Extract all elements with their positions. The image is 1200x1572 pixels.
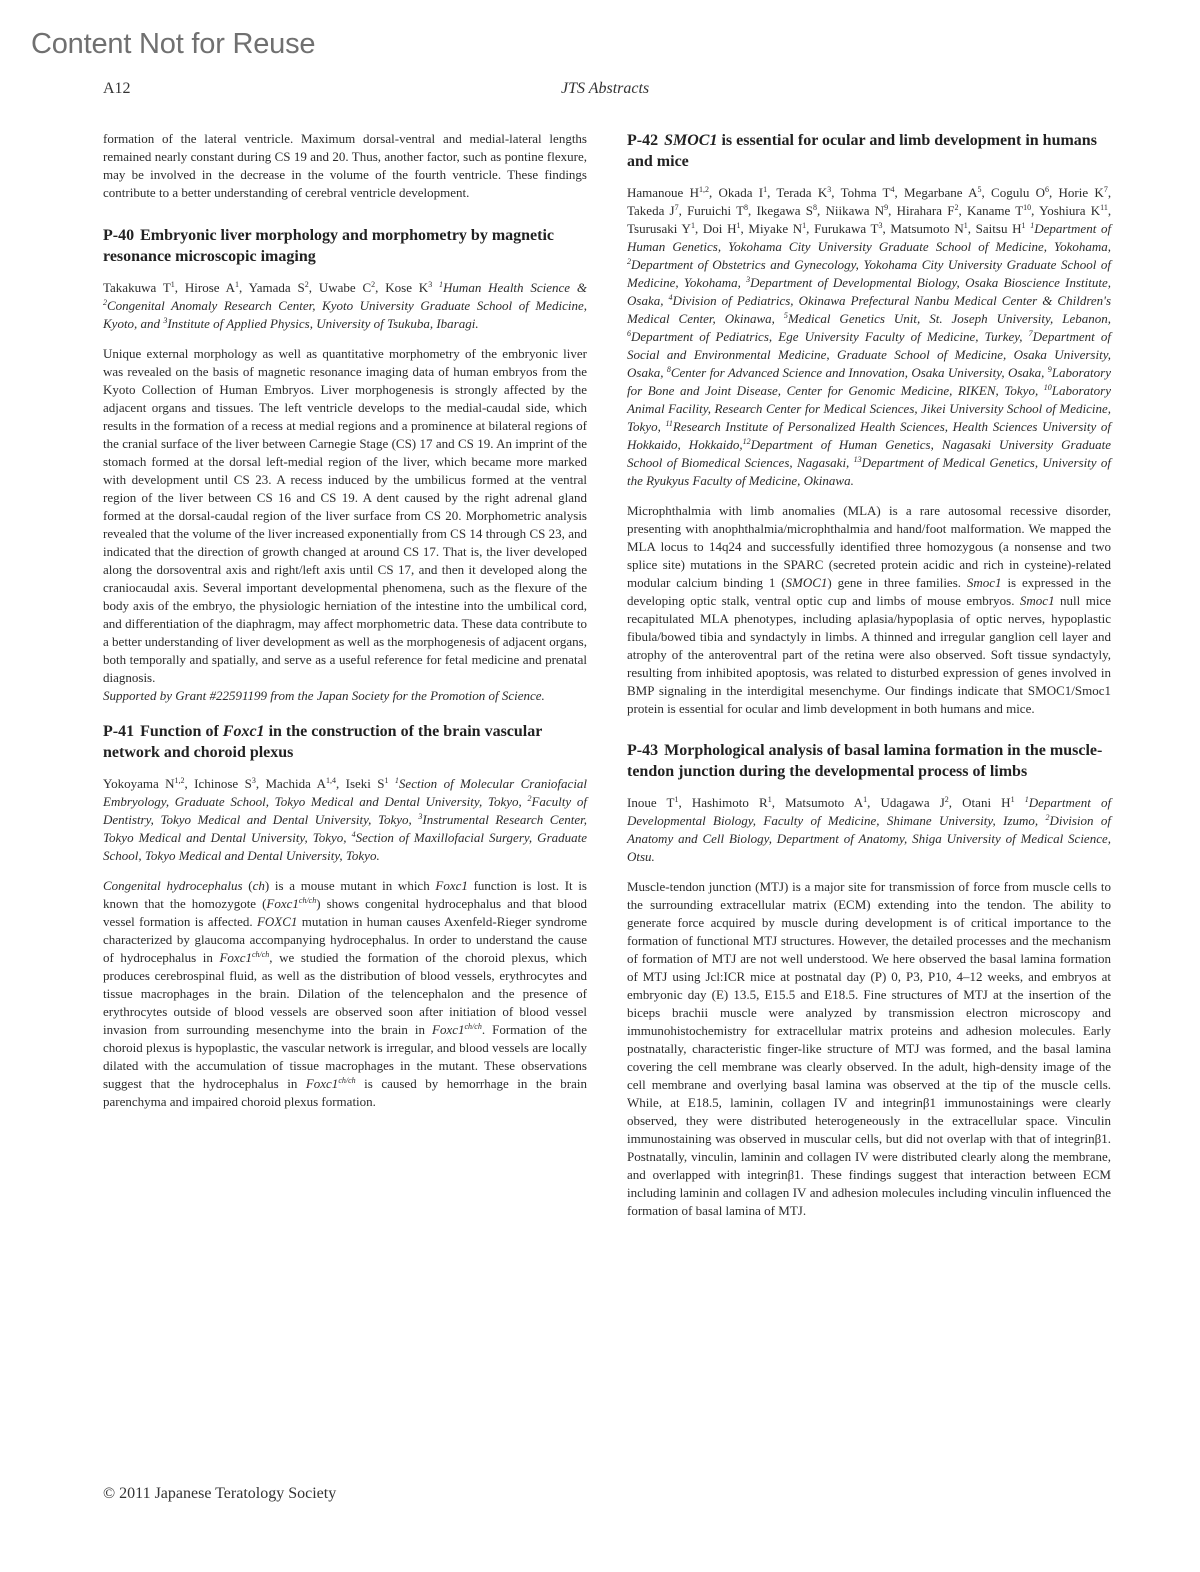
abstract-title: P-41 Function of Foxc1 in the construction of the brain vascular network and choroid plexus (103, 723, 543, 761)
running-head: JTS Abstracts (561, 80, 650, 97)
author-list: Yokoyama N$^{1,2}$, Ichinose $S^3$, Machida A$^{1,4}$, Iseki $S^1$ $^1$Section of Molecular Craniofacial Embryology, Graduate School, Tokyo Medical and Dental University, Tokyo, $^2$Faculty of Dentistry, Tokyo Medical and Dental University, Tokyo, $^3$Instrumental Research Center, Tokyo Medical and Dental University, Tokyo, $^4$Section of Maxillofacial Surgery, Graduate School, Tokyo Medical and Dental University, Tokyo. (103, 776, 588, 863)
affiliations: $^1$Section of Molecular Craniofacial Embryology, Graduate School, Tokyo Medical and Dental University, Tokyo, $^2$Faculty of Dentistry, Tokyo Medical and Dental University, Tokyo, $^3$Instrumental Research Center, Tokyo Medical and Dental University, Tokyo, $^4$Section of Maxillofacial Surgery, Graduate School, Tokyo Medical and Dental University, Tokyo. (103, 776, 588, 863)
abstract-id: P-43 (627, 742, 659, 759)
abstract-title: P-42 SMOC1 is essential for ocular and limb development in humans and mice (627, 132, 1097, 170)
abstract-body: Microphthalmia with limb anomalies (MLA) is a rare autosomal recessive disorder, presenting with anophthalmia/microphthalmia and hand/foot malformation. We mapped the MLA locus to 14q24 and successfully identified three homozygous (a nonsense and two splice site) mutations in the SPARC (secreted protein acidic and rich in cysteine)-related modular calcium binding 1 (SMOC1) gene in three families. Smoc1 is expressed in the developing optic stalk, ventral optic cup and limbs of mouse embryos. Smoc1 null mice recapitulated MLA phenotypes, including aplasia/hypoplasia of optic nerves, hypoplastic fibula/bowed tibia and syndactyly in limbs. A thinned and irregular ganglion cell layer and atrophy of the anteroventral part of the retina were also observed. Soft tissue syndactyly, resulting from inhibited apoptosis, was related to disturbed expression of genes involved in BMP signaling in the interdigital mesenchyme. Our findings indicate that SMOC1/Smoc1 protein is essential for ocular and limb development in both humans and mice. (627, 503, 1111, 716)
page-number: A12 (103, 80, 131, 97)
abstract-title: P-40 Embryonic liver morphology and morphometry by magnetic resonance microscopic imaging (103, 227, 555, 265)
abstract-body: Muscle-tendon junction (MTJ) is a major site for transmission of force from muscle cells to the surrounding extracellular matrix (ECM) extending into the tendon. The ability to generate force acquired by muscle during development is of critical importance to the formation of functional MTJ structures. However, the detailed processes and the mechanism of formation of MTJ are not well understood. We here observed the basal lamina formation of MTJ using Jcl:ICR mice at postnatal day (P) 0, P3, P10, 4–12 weeks, and embryos at embryonic day (E) 13.5, E15.5 and E18.5. Fine structures of MTJ at the insertion of the biceps brachii muscle were analyzed by transmission electron microscopy and immunohistochemistry for extracellular matrix proteins and adhesion molecules. Early postnatally, characteristic finger-like structure of MTJ was formed, and the basal lamina covering the cell membrane was clearly observed. In the adult, high-density image of the cell membrane and overlying basal lamina was observed at the tip of the muscle cells. While, at E18.5, laminin, collagen IV and integrinβ1 immunostainings were clearly observed, they were distributed heterogeneously in the extracellular space. Vinculin immunostaining was observed in muscular cells, but did not overlap with that of integrinβ1. Postnatally, vinculin, laminin and collagen IV were distributed clearly along the membrane, and overlapped with integrinβ1. These findings suggest that interaction between ECM including laminin and collagen IV and adhesion molecules including vinculin influenced the formation of basal lamina of MTJ. (627, 879, 1111, 1218)
grant-note: Supported by Grant #22591199 from the Japan Society for the Promotion of Science. (103, 688, 545, 703)
author-list: Takakuwa $T^1$, Hirose $A^1$, Yamada $S^2$, Uwabe $C^2$, Kose $K^3$ $^1$Human Health Science & $^2$Congenital Anomaly Research Center, Kyoto University Graduate School of Medicine, Kyoto, and $^3$Institute of Applied Physics, University of Tsukuba, Ibaragi. (103, 280, 588, 331)
abstract-p41 (103, 721, 587, 1111)
abstract-p43 (627, 740, 1111, 1220)
left-column (103, 130, 587, 1111)
abstract-body: Congenital hydrocephalus (ch) is a mouse mutant in which Foxc1 function is lost. It is known that the homozygote $(Foxc1^{ch/ch})$ shows congenital hydrocephalus and that blood vessel formation is affected. FOXC1 mutation in human causes Axenfeld-Rieger syndrome characterized by glaucoma accompanying hydrocephalus. In order to understand the cause of hydrocephalus in $Foxc1^{ch/ch}$, we studied the formation of the choroid plexus, which produces cerebrospinal fluid, as well as the distribution of blood vessels, erythrocytes and tissue macrophages in the brain. Dilation of the telencephalon and the presence of erythrocytes outside of blood vessels are observed soon after initiation of blood vessel invasion from surrounding mesenchyme into the brain in $Foxc1^{ch/ch}$. Formation of the choroid plexus is hypoplastic, the vascular network is irregular, and blood vessels are locally dilated with the accumulation of tissue macrophages in the mutant. These observations suggest that the hydrocephalus in $Foxc1^{ch/ch}$ is caused by hemorrhage in the brain parenchyma and impaired choroid plexus formation. (103, 878, 588, 1109)
affiliations: $^1$Human Health Science & $^2$Congenital Anomaly Research Center, Kyoto University Graduate School of Medicine, Kyoto, and $^3$Institute of Applied Physics, University of Tsukuba, Ibaragi. (103, 280, 588, 331)
abstract-id: P-42 (627, 132, 659, 149)
affiliations: $^1$Department of Human Genetics, Yokohama City University Graduate School of Medicine, Yokohama, $^2$Department of Obstetrics and Gynecology, Yokohama City University Graduate School of Medicine, Yokohama, $^3$Department of Developmental Biology, Osaka Bioscience Institute, Osaka, $^4$Division of Pediatrics, Okinawa Prefectural Nanbu Medical Center & Children's Medical Center, Okinawa, $^5$Medical Genetics Unit, St. Joseph University, Lebanon, $^6$Department of Pediatrics, Ege University Faculty of Medicine, Turkey, $^7$Department of Social and Environmental Medicine, Graduate School of Medicine, Osaka University, Osaka, $^8$Center for Advanced Science and Innovation, Osaka University, Osaka, $^9$Laboratory for Bone and Joint Disease, Center for Genomic Medicine, RIKEN, Tokyo, $^{10}$Laboratory Animal Facility, Research Center for Medical Sciences, Jikei University School of Medicine, Tokyo, $^{11}$Research Institute of Personalized Health Sciences, Health Sciences University of Hokkaido, Hokkaido,$^{12}$Department of Human Genetics, Nagasaki University Graduate School of Biomedical Sciences, Nagasaki, $^{13}$Department of Medical Genetics, University of the Ryukyus Faculty of Medicine, Okinawa. (627, 221, 1112, 488)
right-column (627, 130, 1111, 1220)
abstract-body: Unique external morphology as well as quantitative morphometry of the embryonic liver was revealed on the basis of magnetic resonance imaging data of human embryos from the Kyoto Collection of Human Embryos. Liver morphogenesis is strongly affected by the adjacent organs and tissues. The left ventricle develops to the medial-caudal side, which results in the formation of a recess at medial regions and a prominence at bilateral regions of the cranial surface of the liver between Carnegie Stage (CS) 17 and CS 19. An imprint of the stomach formed at the dorsal left-medial region of the liver, which became more marked with development until CS 23. A recess induced by the umbilicus formed at the ventral region of the liver between CS 16 and CS 19. A dent caused by the right adrenal gland formed at the dorsal-caudal region of the liver surface from CS 20. Morphometric analysis revealed that the volume of the liver increased exponentially from CS 14 through CS 23, and indicated that the direction of growth changed at around CS 17. That is, the liver developed along the dorsoventral axis and right/left axis until CS 17, and then it developed along the craniocaudal axis. Several important developmental phenomena, such as the flexure of the body axis of the embryo, the physiologic herniation of the intestine into the umbilical cord, and differentiation of the diaphragm, may affect morphometric data. These data contribute to a better understanding of liver development as well as the morphogenesis of adjacent organs, both temporally and spatially, and serve as a useful reference for fetal medicine and prenatal diagnosis. (103, 346, 587, 685)
watermark-text: Content Not for Reuse (31, 28, 316, 60)
abstract-p42 (627, 130, 1111, 718)
abstract-p40 (103, 225, 587, 705)
copyright-footer: © 2011 Japanese Teratology Society (103, 1485, 337, 1502)
abstract-title: P-43 Morphological analysis of basal lamina formation in the muscle-tendon junction during the developmental process of limbs (627, 742, 1103, 780)
abstract-id: P-40 (103, 227, 135, 244)
author-list: Inoue $T^1$, Hashimoto $R^1$, Matsumoto $A^1$, Udagawa $J^2$, Otani $H^1$ $^1$Department of Developmental Biology, Faculty of Medicine, Shimane University, Izumo, $^2$Division of Anatomy and Cell Biology, Department of Anatomy, Shiga University of Medical Science, Otsu. (627, 795, 1112, 864)
affiliations: $^1$Department of Developmental Biology, Faculty of Medicine, Shimane University, Izumo, $^2$Division of Anatomy and Cell Biology, Department of Anatomy, Shiga University of Medical Science, Otsu. (627, 795, 1112, 864)
author-list: Hamanoue H$^{1,2}$, Okada $I^1$, Terada $K^3$, Tohma $T^4$, Megarbane $A^5$, Cogulu $O^6$, Horie $K^7$, Takeda $J^7$, Furuichi $T^8$, Ikegawa $S^8$, Niikawa $N^9$, Hirahara $F^2$, Kaname $T^{10}$, Yoshiura $K^{11}$, Tsurusaki $Y^1$, Doi $H^1$, Miyake $N^1$, Furukawa $T^3$, Matsumoto $N^1$, Saitsu $H^1$ $^1$Department of Human Genetics, Yokohama City University Graduate School of Medicine, Yokohama, $^2$Department of Obstetrics and Gynecology, Yokohama City University Graduate School of Medicine, Yokohama, $^3$Department of Developmental Biology, Osaka Bioscience Institute, Osaka, $^4$Division of Pediatrics, Okinawa Prefectural Nanbu Medical Center & Children's Medical Center, Okinawa, $^5$Medical Genetics Unit, St. Joseph University, Lebanon, $^6$Department of Pediatrics, Ege University Faculty of Medicine, Turkey, $^7$Department of Social and Environmental Medicine, Graduate School of Medicine, Osaka University, Osaka, $^8$Center for Advanced Science and Innovation, Osaka University, Osaka, $^9$Laboratory for Bone and Joint Disease, Center for Genomic Medicine, RIKEN, Tokyo, $^{10}$Laboratory Animal Facility, Research Center for Medical Sciences, Jikei University School of Medicine, Tokyo, $^{11}$Research Institute of Personalized Health Sciences, Health Sciences University of Hokkaido, Hokkaido,$^{12}$Department of Human Genetics, Nagasaki University Graduate School of Biomedical Sciences, Nagasaki, $^{13}$Department of Medical Genetics, University of the Ryukyus Faculty of Medicine, Okinawa. (627, 185, 1112, 488)
abstract-id: P-41 (103, 723, 135, 740)
continuation-paragraph: formation of the lateral ventricle. Maximum dorsal-ventral and medial-lateral lengths remained nearly constant during CS 19 and 20. Thus, another factor, such as pontine flexure, may be involved in the decrease in the volume of the fourth ventricle. These findings contribute to a better understanding of cerebral ventricle development. (103, 131, 587, 200)
